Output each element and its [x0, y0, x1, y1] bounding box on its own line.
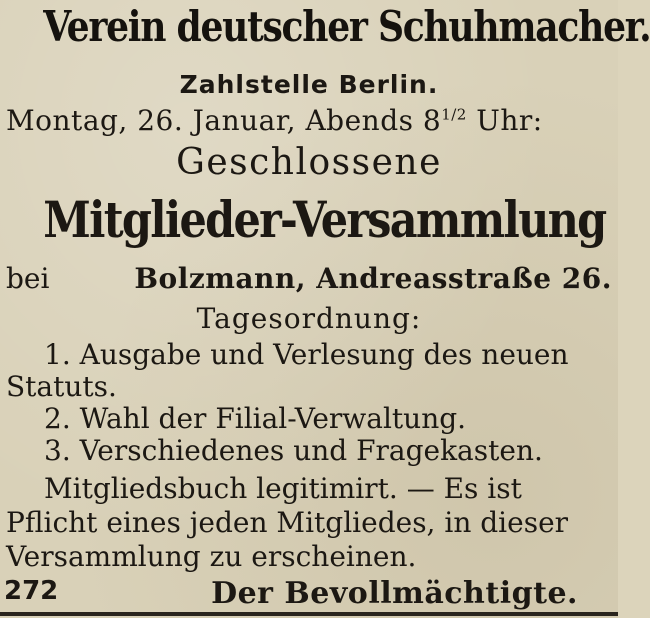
branch-subtitle: Zahlstelle Berlin. [179, 70, 439, 99]
note-line-3: Versammlung zu erscheinen. [6, 540, 417, 573]
agenda-item-1-line-1: 1. Ausgabe und Verlesung des neuen [44, 338, 569, 371]
place-prefix: bei [6, 262, 50, 295]
date-fraction: 1/2 [441, 105, 467, 124]
meeting-type-heading: Mitglieder-Versammlung [43, 190, 606, 249]
meeting-date-line [6, 104, 624, 137]
agenda-item-2: 2. Wahl der Filial-Verwaltung. [44, 402, 467, 435]
agenda-item-1-line-2: Statuts. [6, 370, 117, 403]
bottom-rule [0, 612, 618, 616]
place-venue: Bolzmann, Andreasstraße 26. [134, 262, 612, 295]
note-line-1: Mitgliedsbuch legitimirt. — Es ist [44, 472, 522, 505]
agenda-item-3: 3. Verschiedenes und Fragekasten. [44, 434, 543, 467]
agenda-heading: Tagesordnung: [196, 302, 422, 335]
date-suffix: Uhr: [466, 104, 543, 137]
closed-label: Geschlossene [176, 142, 442, 183]
ad-number: 272 [4, 576, 59, 606]
signature: Der Bevollmächtigte. [211, 576, 578, 611]
association-title: Verein deutscher Schuhmacher. [43, 2, 650, 51]
note-line-2: Pflicht eines jeden Mitgliedes, in dieser [6, 506, 569, 539]
date-text: Montag, 26. Januar, Abends 8 [6, 104, 442, 137]
meeting-place [6, 262, 612, 295]
